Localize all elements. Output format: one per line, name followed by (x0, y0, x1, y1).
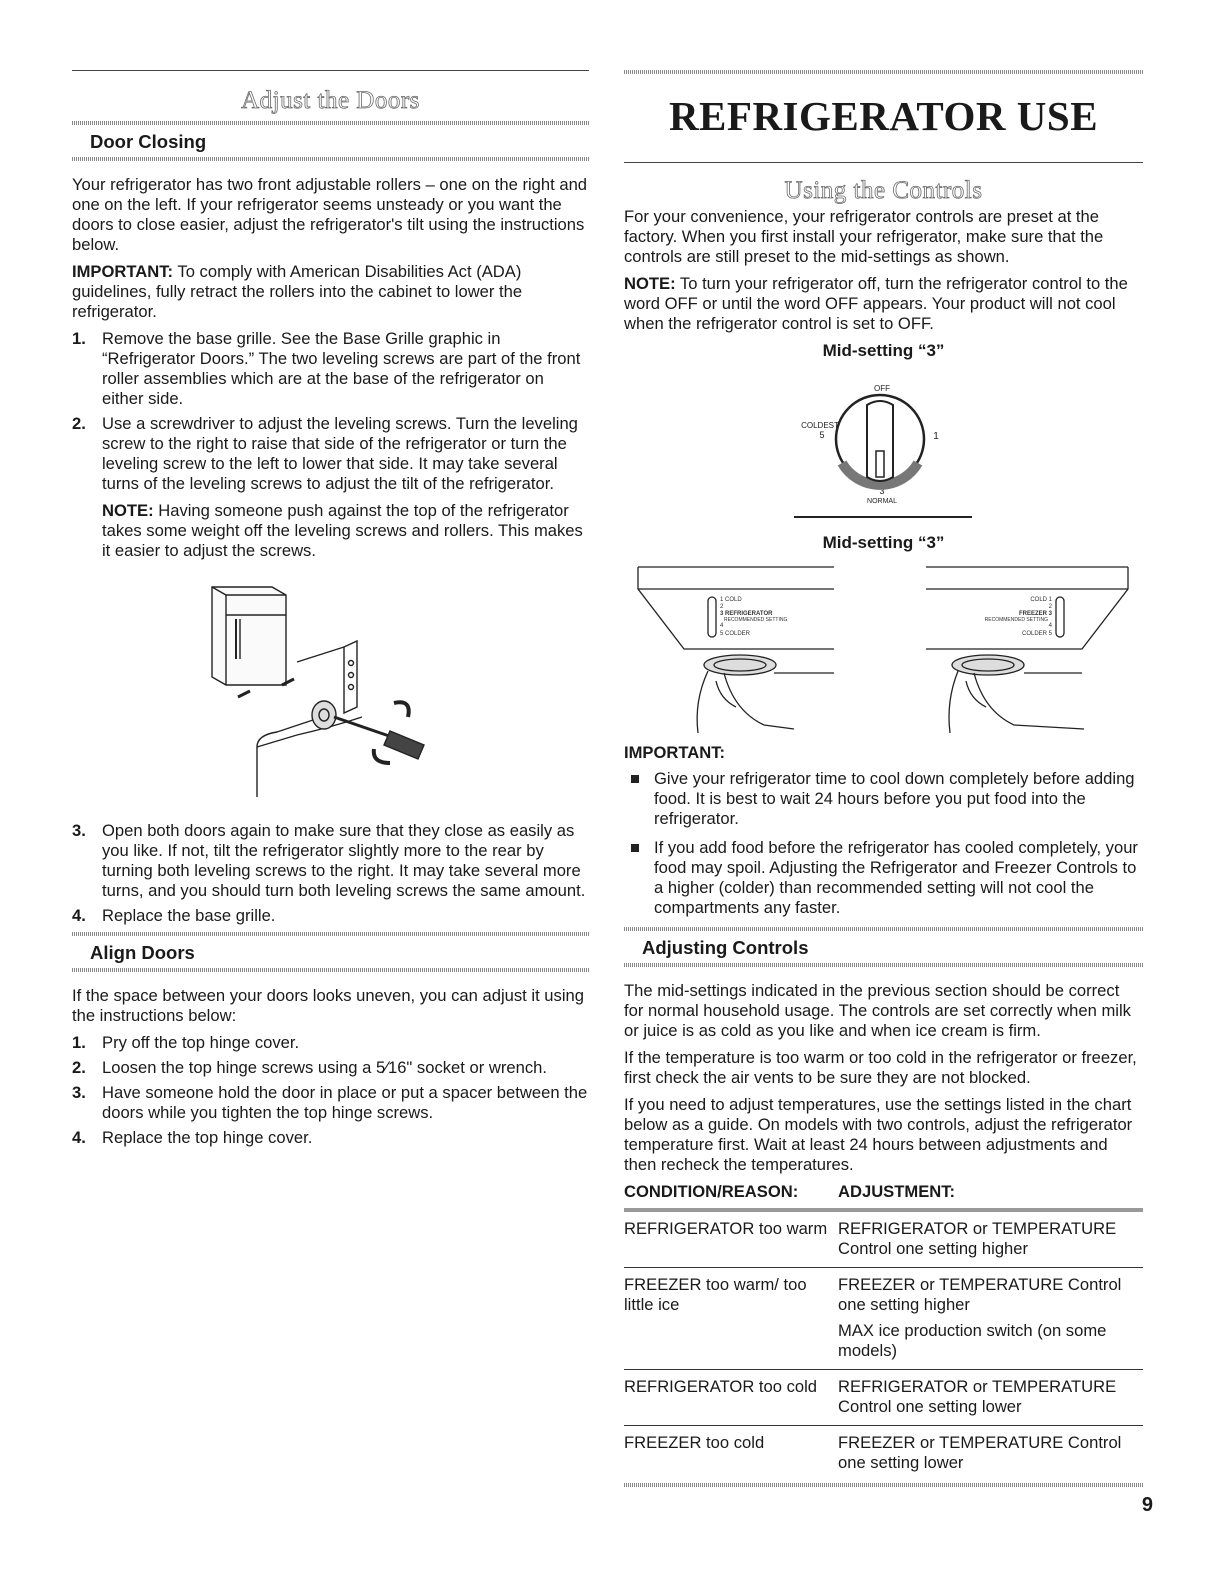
bullet-text: Give your refrigerator time to cool down completely before adding food. It is best to wait 24 hours before you put food into the refrigerator. (654, 769, 1135, 828)
table-row (624, 1210, 1143, 1268)
dial-caption: Mid-setting “3” (822, 341, 945, 360)
title-rule (624, 162, 1143, 163)
right-column (624, 70, 1143, 1487)
list-item (624, 838, 1143, 918)
step-text: Replace the top hinge cover. (102, 1128, 313, 1147)
adjusting-p3: If you need to adjust temperatures, use the settings listed in the chart below as a guide. On models with two controls, adjust the refrigerator temperature first. Wait at least 24 hours between adjustments and then recheck the temperatures. (624, 1095, 1133, 1174)
left-column (72, 70, 589, 1153)
adjustment-line-extra: MAX ice production switch (on some models) (838, 1321, 1107, 1360)
right-slider-label-2: 2 (1048, 604, 1052, 610)
list-item (624, 769, 1143, 829)
divider (624, 963, 1143, 967)
list-item (72, 1128, 589, 1148)
adjustment-cell: REFRIGERATOR or TEMPERATURE Control one setting lower (838, 1370, 1143, 1426)
left-slider-label-4: 4 (720, 623, 724, 629)
bullet-square-icon (631, 844, 639, 852)
dial-label-1: 1 (933, 431, 939, 442)
step-text: Use a screwdriver to adjust the leveling screws. Turn the leveling screw to the right to raise that side of the refrigerator or turn the leveling screw to the left to lower that side. It may take several turns of the leveling screws to adjust the tilt of the refrigerator. (102, 414, 578, 493)
left-slider-label-recommended: RECOMMENDED SETTING (724, 617, 788, 623)
important-label: IMPORTANT: (72, 262, 174, 281)
list-item (72, 414, 589, 561)
divider (72, 121, 589, 125)
condition-cell: REFRIGERATOR too cold (624, 1370, 838, 1426)
top-rule (624, 70, 1143, 74)
note-paragraph (102, 501, 589, 561)
align-doors-steps (72, 1033, 589, 1148)
step-number: 4. (72, 1128, 86, 1147)
heading-adjusting-controls: Adjusting Controls (642, 937, 809, 958)
adjustment-cell: FREEZER or TEMPERATURE Control one setting lower (838, 1433, 1122, 1472)
left-slider-label-3: 3 REFRIGERATOR (720, 611, 773, 617)
note-label: NOTE: (102, 501, 154, 520)
step-text: Loosen the top hinge screws using a 5⁄16" socket or wrench. (102, 1058, 547, 1077)
adjustment-line: FREEZER or TEMPERATURE Control one setting higher (838, 1275, 1122, 1314)
divider (72, 932, 589, 936)
divider (624, 927, 1143, 931)
list-item (72, 329, 589, 409)
adjustment-cell: REFRIGERATOR or TEMPERATURE Control one setting higher (838, 1210, 1143, 1268)
note-text: Having someone push against the top of the refrigerator takes some weight off the leveling screws and rollers. This makes it easier to adjust the screws. (102, 501, 583, 560)
important-bullets (624, 769, 1143, 918)
leveling-screw-illustration (72, 567, 589, 817)
right-slider-label-5: COLDER 5 (1021, 631, 1052, 637)
important-label: IMPORTANT: (624, 743, 726, 762)
table-row (624, 1268, 1143, 1370)
section-title-adjust-doors: Adjust the Doors (241, 87, 420, 114)
right-slider-label-3: FREEZER 3 (1018, 611, 1052, 617)
page-number: 9 (1141, 1494, 1153, 1516)
step-text: Have someone hold the door in place or put a spacer between the doors while you tighten the top hinge screws. (102, 1083, 588, 1122)
heading-door-closing: Door Closing (90, 131, 207, 152)
column-header-condition: CONDITION/REASON: (624, 1182, 799, 1201)
controls-intro: For your convenience, your refrigerator controls are preset at the factory. When you first install your refrigerator, make sure that the controls are still preset to the mid-settings as shown. (624, 207, 1104, 266)
note-label: NOTE: (624, 274, 676, 293)
step-number: 3. (72, 821, 86, 840)
column-header-adjustment: ADJUSTMENT: (838, 1182, 956, 1201)
dial-label-normal: NORMAL (867, 498, 897, 505)
adjusting-p1: The mid-settings indicated in the previous section should be correct for normal household usage. The controls are set correctly when milk or juice is as cold as you like and when ice cream is firm. (624, 981, 1131, 1040)
step-number: 2. (72, 414, 86, 433)
list-item (72, 1033, 589, 1053)
door-closing-steps-continued (72, 821, 589, 926)
list-item (72, 821, 589, 901)
right-slider-label-1: COLD 1 (1030, 597, 1052, 603)
dial-label-coldest: COLDEST (801, 421, 839, 430)
list-item (72, 1083, 589, 1123)
step-text: Pry off the top hinge cover. (102, 1033, 300, 1052)
table-row (624, 1426, 1143, 1482)
important-text: To comply with American Disabilities Act (ADA) guidelines, fully retract the rollers into the cabinet to lower the refrigerator. (72, 262, 523, 321)
step-number: 1. (72, 329, 86, 348)
condition-cell: REFRIGERATOR too warm (624, 1210, 838, 1268)
step-number: 3. (72, 1083, 86, 1102)
door-closing-intro: Your refrigerator has two front adjustable rollers – one on the right and one on the left. If your refrigerator seems unsteady or you want the doors to close easier, adjust the refrigerator's tilt using the instructions below. (72, 175, 588, 254)
door-closing-steps (72, 329, 589, 561)
note-text: To turn your refrigerator off, turn the refrigerator control to the word OFF or until the word OFF appears. Your product will not cool when the refrigerator control is set to OFF. (624, 274, 1128, 333)
table-row (624, 1370, 1143, 1426)
dial-control-illustration (624, 367, 1143, 527)
table-bottom-rule (624, 1483, 1143, 1487)
left-slider-label-5: 5 COLDER (720, 631, 751, 637)
right-slider-label-recommended: RECOMMENDED SETTING (984, 617, 1048, 623)
divider (72, 157, 589, 161)
heading-align-doors: Align Doors (90, 942, 195, 963)
adjustment-cell (838, 1268, 1143, 1370)
left-slider-label-2: 2 (720, 604, 724, 610)
condition-cell: FREEZER too cold (624, 1433, 765, 1452)
step-text: Remove the base grille. See the Base Grille graphic in “Refrigerator Doors.” The two leveling screws are part of the front roller assemblies which are at the base of the refrigerator on either side. (102, 329, 581, 408)
dial-label-5: 5 (819, 430, 825, 440)
section-title-using-controls: Using the Controls (784, 177, 983, 204)
slider-controls-illustration (624, 561, 1143, 739)
top-rule (72, 70, 589, 71)
divider (72, 968, 589, 972)
step-number: 4. (72, 906, 86, 925)
left-slider-label-1: 1 COLD (720, 597, 742, 603)
list-item (72, 1058, 589, 1078)
adjustment-table (624, 1182, 1143, 1481)
adjusting-p2: If the temperature is too warm or too cold in the refrigerator or freezer, first check the air vents to be sure they are not blocked. (624, 1048, 1137, 1087)
condition-cell: FREEZER too warm/ too little ice (624, 1268, 838, 1370)
important-paragraph (72, 262, 589, 322)
page-title: REFRIGERATOR USE (668, 93, 1099, 139)
step-text: Open both doors again to make sure that they close as easily as you like. If not, tilt the refrigerator slightly more to the rear by turning both leveling screws to the right. It may take several more turns, and you should turn both leveling screws the same amount. (102, 821, 586, 900)
table-header-row (624, 1182, 1143, 1210)
step-number: 1. (72, 1033, 86, 1052)
step-number: 2. (72, 1058, 86, 1077)
dial-label-3: 3 (879, 486, 885, 496)
bullet-square-icon (631, 775, 639, 783)
slider-caption: Mid-setting “3” (822, 533, 945, 552)
step-text: Replace the base grille. (102, 906, 276, 925)
bullet-text: If you add food before the refrigerator has cooled completely, your food may spoil. Adjusting the Refrigerator and Freezer Controls to a higher (colder) than recommended setting will not cool the compartments any faster. (654, 838, 1138, 917)
align-doors-intro: If the space between your doors looks uneven, you can adjust it using the instructions below: (72, 986, 584, 1025)
right-slider-label-4: 4 (1048, 623, 1052, 629)
list-item (72, 906, 589, 926)
dial-label-off: OFF (874, 384, 890, 393)
controls-note (624, 274, 1143, 334)
